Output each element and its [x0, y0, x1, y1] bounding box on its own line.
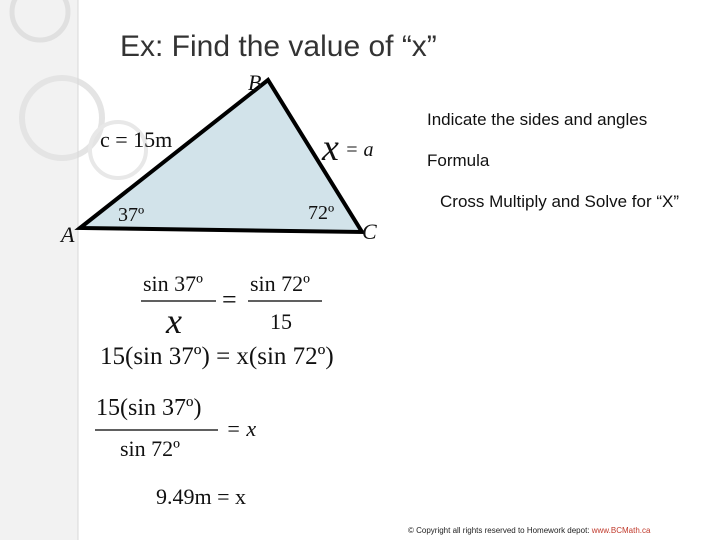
eq1-equals: =: [222, 285, 237, 314]
side-a-label: = a: [345, 139, 374, 161]
copyright-footer: [408, 526, 650, 535]
eq4-result: 9.49m = x: [156, 484, 247, 509]
eq1-right-denominator: 15: [270, 309, 292, 334]
eq3-numerator: 15(sin 37º): [96, 395, 202, 421]
vertex-c-label: C: [362, 219, 377, 244]
eq1-left-denominator: x: [166, 301, 182, 341]
eq3-rhs: = x: [226, 416, 257, 441]
eq3-denominator: sin 72º: [120, 436, 180, 461]
bullet-cross-multiply: Cross Multiply and Solve for “X”: [440, 192, 680, 211]
decorative-circle-1: [12, 0, 68, 40]
vertex-a-label: A: [61, 222, 75, 247]
bullet-formula: Formula: [427, 151, 490, 170]
copyright-text: © Copyright all rights reserved to Homework depot:: [408, 526, 592, 535]
page-title: Ex: Find the value of “x”: [120, 30, 437, 63]
angle-c-label: 72º: [308, 202, 335, 224]
bullet-indicate-sides: Indicate the sides and angles: [427, 110, 648, 129]
side-a-x-label: x: [322, 127, 339, 169]
side-c-label: c = 15m: [100, 127, 173, 152]
vertex-b-label: B: [248, 70, 262, 95]
eq2: 15(sin 37º) = x(sin 72º): [100, 343, 334, 370]
eq1-right-numerator: sin 72º: [250, 271, 310, 296]
angle-a-label: 37º: [118, 204, 145, 226]
site-link[interactable]: www.BCMath.ca: [591, 526, 651, 535]
eq1-left-numerator: sin 37º: [143, 271, 203, 296]
